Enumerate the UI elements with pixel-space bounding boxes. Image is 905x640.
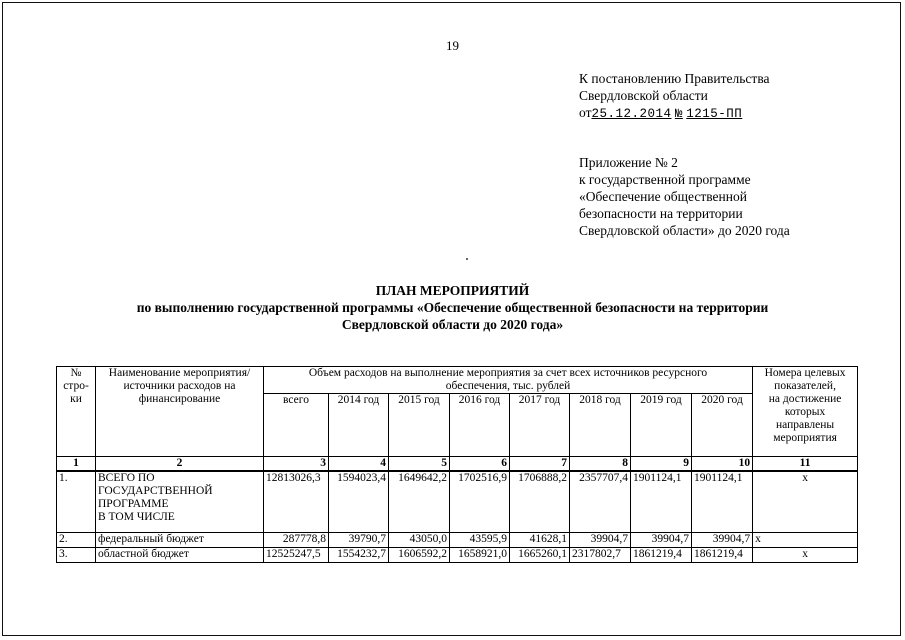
header-name-line: Наименование мероприятия/ bbox=[108, 367, 251, 379]
plan-subtitle bbox=[0, 299, 905, 333]
value-2017: 1706888,2 bbox=[510, 471, 570, 533]
resolution-date: 25.12.2014 bbox=[591, 107, 672, 121]
appendix-line-3: «Обеспечение общественной bbox=[579, 189, 747, 204]
appendix-line-5: Свердловской области» до 2020 года bbox=[579, 223, 790, 238]
row-name: федеральный бюджет bbox=[96, 533, 264, 548]
row-name-line: ГОСУДАРСТВЕННОЙ bbox=[98, 485, 213, 497]
row-name bbox=[96, 471, 264, 533]
header-name-line: финансирование bbox=[138, 393, 221, 405]
header-target-line: на достижение bbox=[768, 393, 842, 405]
header-target-line: Номера целевых bbox=[764, 367, 846, 379]
row-name: областной бюджет bbox=[96, 548, 264, 563]
appendix-line-4: безопасности на территории bbox=[579, 206, 743, 221]
column-number: 5 bbox=[389, 457, 450, 472]
speck bbox=[466, 258, 468, 260]
header-total: всего bbox=[264, 394, 329, 457]
header-target-line: которых bbox=[784, 406, 826, 418]
column-number: 8 bbox=[570, 457, 631, 472]
resolution-line-2: Свердловской области bbox=[579, 88, 708, 103]
table-row bbox=[57, 548, 858, 563]
header-year-2017: 2017 год bbox=[510, 394, 570, 457]
header-volume-line: Объем расходов на выполнение мероприятия за счет всех источников ресурсного bbox=[308, 367, 708, 379]
row-name-line: ВСЕГО ПО bbox=[98, 472, 155, 484]
value-2017: 1665260,1 bbox=[510, 548, 570, 563]
column-number: 2 bbox=[96, 457, 264, 472]
header-row-number-line: № bbox=[70, 367, 82, 379]
value-2014: 1554232,7 bbox=[329, 548, 389, 563]
date-prefix: от bbox=[579, 105, 592, 120]
value-2018: 2357707,4 bbox=[570, 471, 631, 533]
column-number: 9 bbox=[631, 457, 692, 472]
value-2019: 39904,7 bbox=[631, 533, 692, 548]
value-total: 12813026,3 bbox=[264, 471, 329, 533]
row-number: 3. bbox=[57, 548, 96, 563]
plan-title: ПЛАН МЕРОПРИЯТИЙ bbox=[375, 283, 530, 298]
column-number: 7 bbox=[510, 457, 570, 472]
header-target-indicators bbox=[753, 367, 858, 457]
header-volume-line: обеспечения, тыс. рублей bbox=[445, 380, 571, 392]
plan-subtitle-line-1: по выполнению государственной программы «Обеспечение общественной безопасности на территории bbox=[136, 300, 769, 315]
value-2016: 43595,9 bbox=[450, 533, 510, 548]
column-number: 3 bbox=[264, 457, 329, 472]
value-total: 12525247,5 bbox=[264, 548, 329, 563]
row-name-line: В ТОМ ЧИСЛЕ bbox=[98, 511, 175, 523]
header-year-2018: 2018 год bbox=[570, 394, 631, 457]
header-row-number-line: стро- bbox=[63, 380, 89, 392]
header-target-line: показателей, bbox=[774, 380, 836, 392]
value-2015: 1649642,2 bbox=[389, 471, 450, 533]
row-name-line: ПРОГРАММЕ bbox=[98, 498, 169, 510]
value-2016: 1702516,9 bbox=[450, 471, 510, 533]
value-2019: 1861219,4 bbox=[631, 548, 692, 563]
header-row-number-line: ки bbox=[70, 393, 82, 405]
header-year-2020: 2020 год bbox=[692, 394, 753, 457]
header-year-2014: 2014 год bbox=[329, 394, 389, 457]
header-target-line: мероприятия bbox=[773, 432, 837, 444]
plan-table bbox=[56, 366, 858, 563]
value-2020: 1901124,1 bbox=[692, 471, 753, 533]
value-2018: 39904,7 bbox=[570, 533, 631, 548]
row-number: 1. bbox=[57, 471, 96, 533]
value-2015: 43050,0 bbox=[389, 533, 450, 548]
value-2016: 1658921,0 bbox=[450, 548, 510, 563]
resolution-date-line bbox=[579, 104, 770, 123]
value-total: 287778,8 bbox=[264, 533, 329, 548]
value-2017: 41628,1 bbox=[510, 533, 570, 548]
value-2020: 1861219,4 bbox=[692, 548, 753, 563]
value-2019: 1901124,1 bbox=[631, 471, 692, 533]
appendix-line-1: Приложение № 2 bbox=[579, 155, 678, 170]
plan-subtitle-line-2: Свердловской области до 2020 года» bbox=[341, 317, 564, 332]
column-number: 11 bbox=[753, 457, 858, 472]
resolution-number: 1215-ПП bbox=[686, 107, 743, 121]
table-row bbox=[57, 533, 858, 548]
number-prefix: № bbox=[674, 107, 683, 121]
value-2015: 1606592,2 bbox=[389, 548, 450, 563]
header-row-number bbox=[57, 367, 96, 457]
column-number: 6 bbox=[450, 457, 510, 472]
page-number: 19 bbox=[446, 38, 459, 53]
value-2020: 39904,7 bbox=[692, 533, 753, 548]
target-indicator: x bbox=[753, 548, 858, 563]
value-2018: 2317802,7 bbox=[570, 548, 631, 563]
header-year-2016: 2016 год bbox=[450, 394, 510, 457]
header-activity-name bbox=[96, 367, 264, 457]
header-name-line: источники расходов на bbox=[123, 380, 236, 392]
column-number: 10 bbox=[692, 457, 753, 472]
resolution-line-1: К постановлению Правительства bbox=[579, 71, 770, 86]
column-number: 1 bbox=[57, 457, 96, 472]
resolution-reference bbox=[579, 70, 770, 123]
header-year-2019: 2019 год bbox=[631, 394, 692, 457]
value-2014: 39790,7 bbox=[329, 533, 389, 548]
target-indicator: x bbox=[753, 471, 858, 533]
appendix-reference bbox=[579, 154, 790, 239]
header-year-2015: 2015 год bbox=[389, 394, 450, 457]
table-row bbox=[57, 471, 858, 533]
appendix-line-2: к государственной программе bbox=[579, 172, 751, 187]
header-expense-volume bbox=[264, 367, 753, 394]
row-number: 2. bbox=[57, 533, 96, 548]
header-target-line: направлены bbox=[776, 419, 835, 431]
target-indicator: x bbox=[753, 533, 858, 548]
column-number: 4 bbox=[329, 457, 389, 472]
value-2014: 1594023,4 bbox=[329, 471, 389, 533]
